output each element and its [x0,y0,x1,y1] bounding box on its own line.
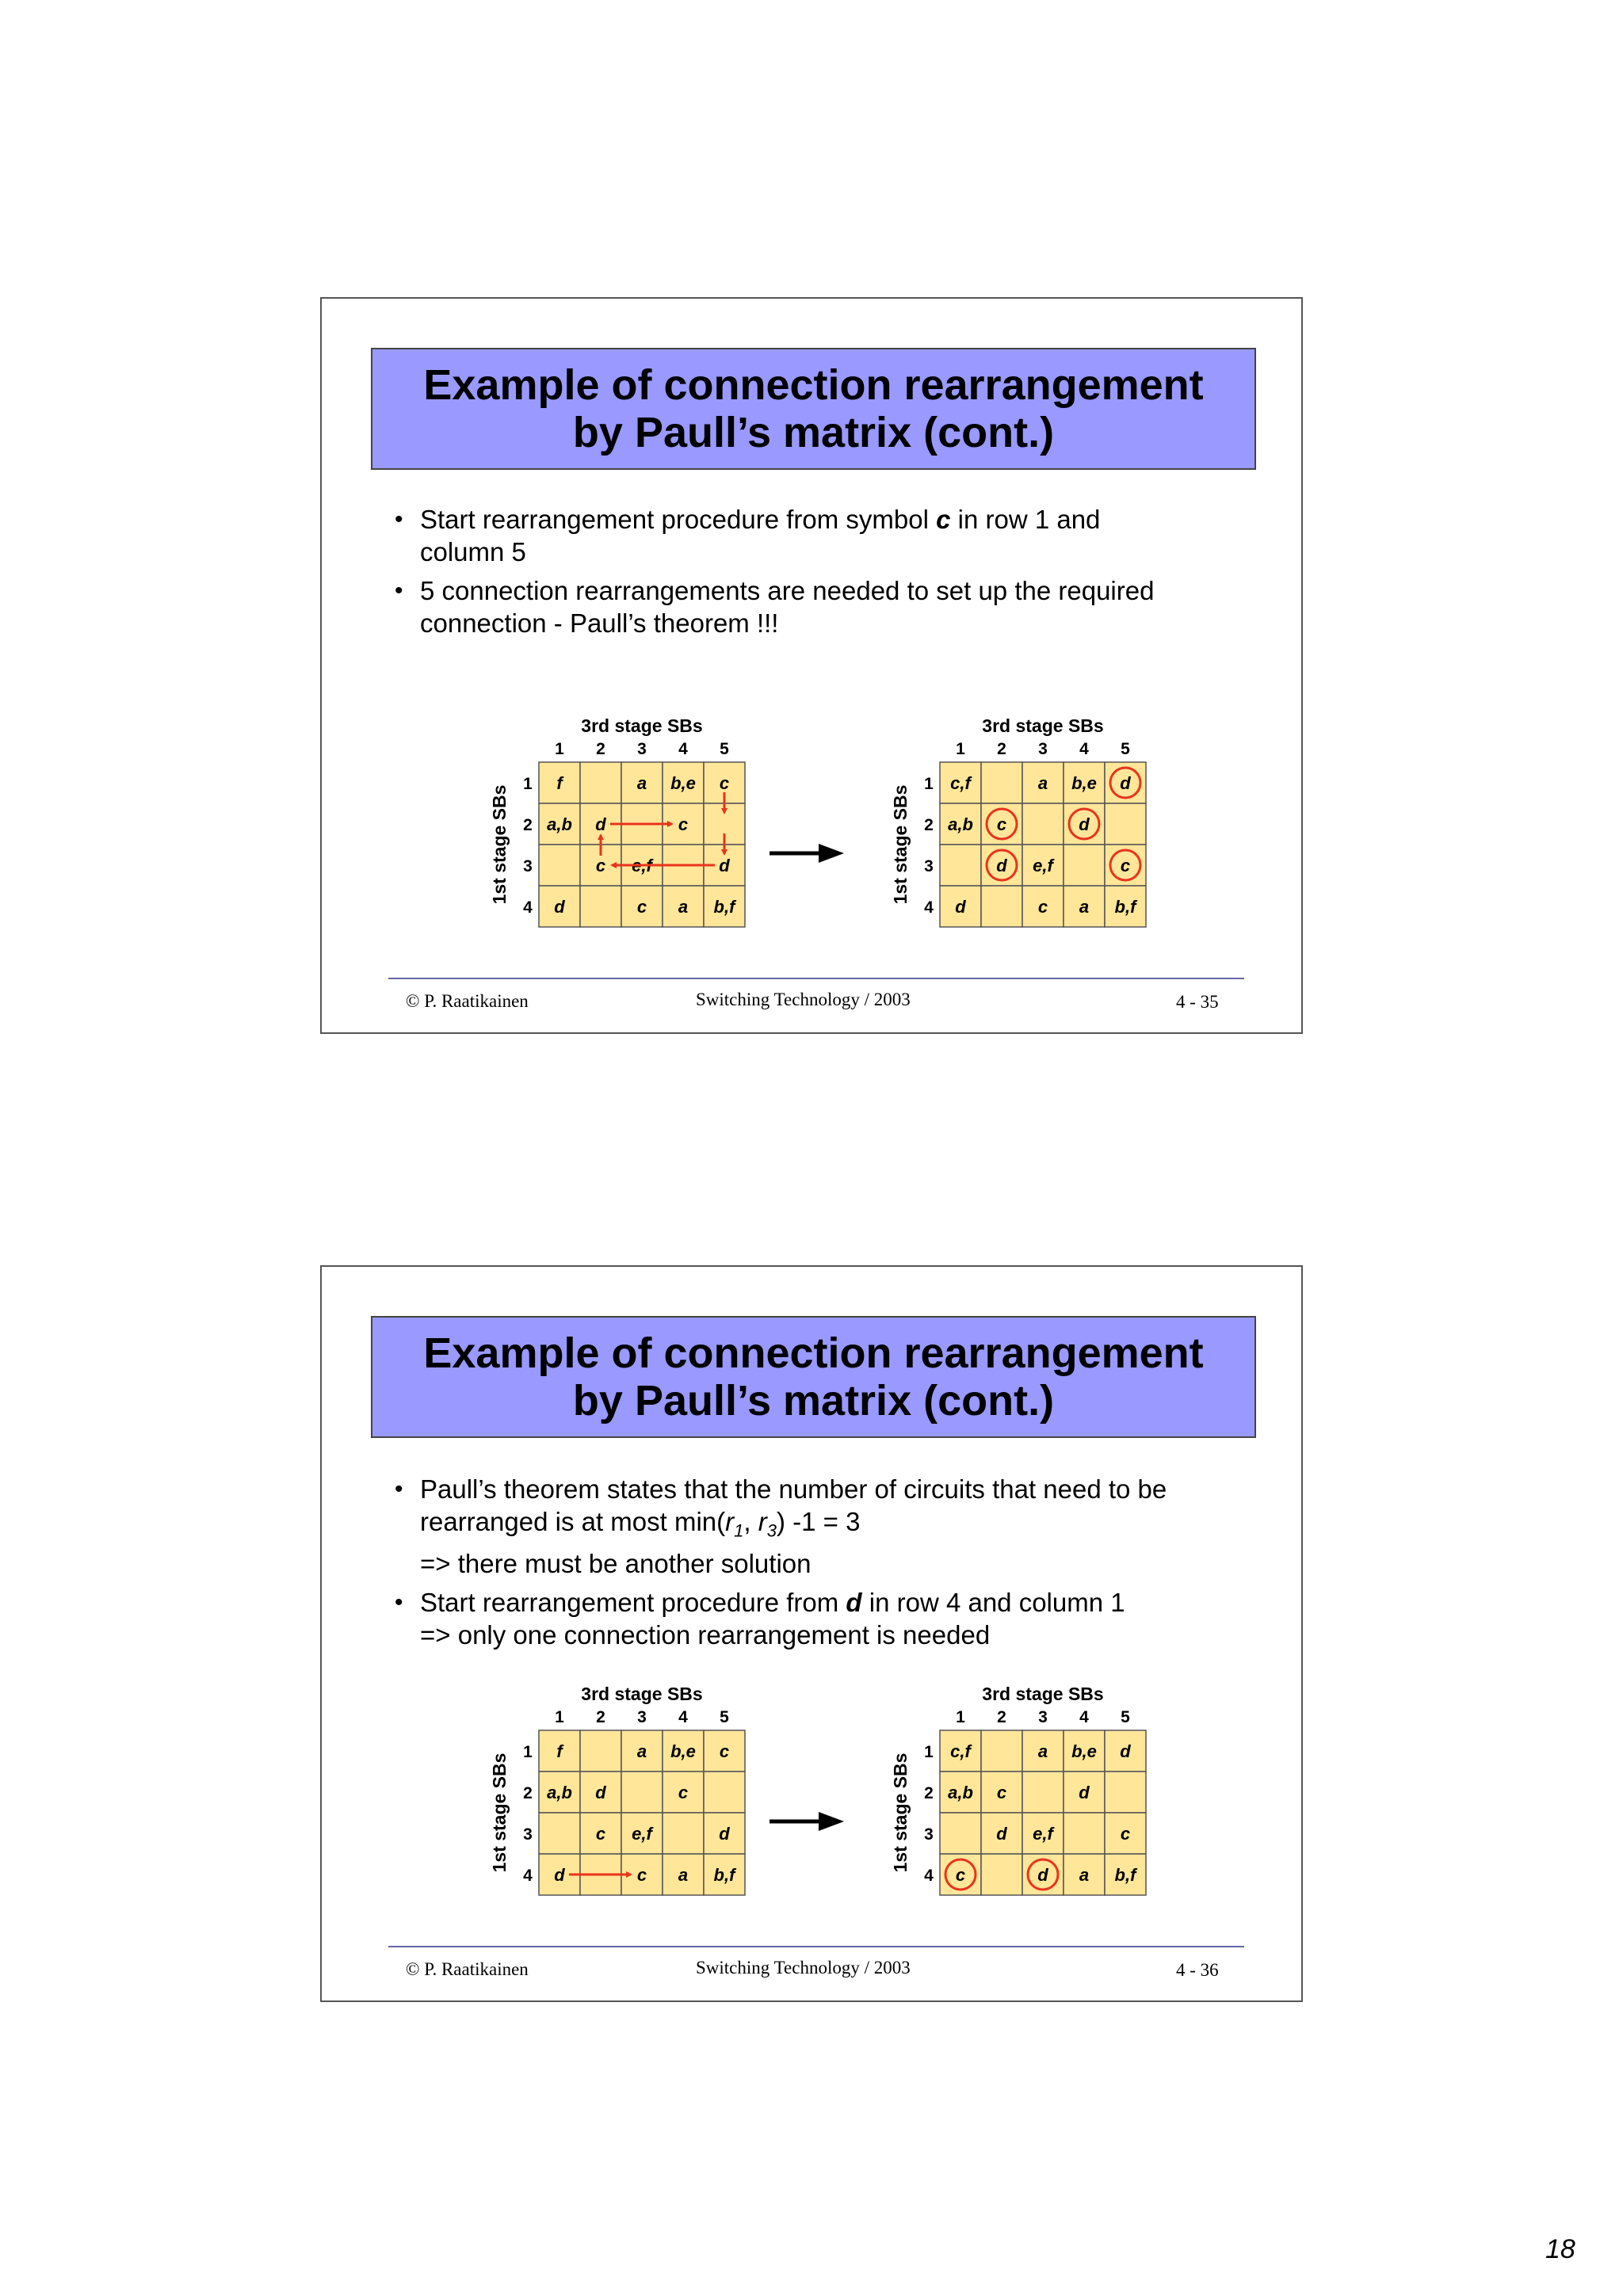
cell-symbol: d [1120,1741,1131,1761]
footer-slide-number: 4 - 36 [1176,1960,1219,1980]
column-label: 3 [637,740,647,758]
matrix-cell [580,886,621,927]
cell-symbol: e,f [1033,856,1053,875]
cell-symbol: a [678,897,689,917]
matrix-cell [940,1813,981,1854]
row-label: 1 [523,775,533,793]
column-label: 4 [1079,740,1089,758]
cell-symbol: d [1120,773,1131,793]
column-label: 2 [997,740,1006,758]
cell-symbol: b,e [670,773,696,793]
bullet-text: Paull’s theorem states that the number of circuits that need to be [420,1474,1167,1504]
bullet-line [420,1619,1266,1651]
bullet-text: c [936,505,951,534]
cell-symbol: d [955,897,966,917]
row-label: 4 [924,898,934,917]
bullet-text: d [846,1587,862,1617]
cell-symbol: a,b [547,1783,572,1802]
cell-symbol: b,e [1071,1741,1097,1761]
rearrange-arrow [768,1806,847,1837]
bullet-line [420,503,1266,536]
bullet-line [420,574,1266,607]
rearrange-arrow [768,837,847,869]
column-label: 4 [678,1708,688,1726]
slide-title-box [371,1316,1256,1438]
matrix-cell [1064,1813,1105,1854]
column-label: 2 [997,1708,1006,1726]
row-axis-title: 1st stage SBs [489,1753,510,1873]
matrix-cell [1064,845,1105,886]
matrix-cell [981,1730,1022,1772]
column-axis-title: 3rd stage SBs [982,1684,1104,1704]
row-label: 2 [523,816,533,834]
cell-symbol: a [678,1865,689,1885]
cell-symbol: c [636,897,647,917]
cell-symbol: a [1079,1865,1090,1885]
matrix-cell [940,845,981,886]
column-label: 1 [956,740,965,758]
bullet-dot: • [395,506,403,532]
bullet-item [395,1586,1266,1651]
bullet-text: rearranged is at most min( [420,1507,726,1536]
cell-symbol: c [636,1865,647,1885]
paull-matrix-after [875,715,1136,929]
row-label: 3 [523,857,533,875]
matrix-cell [539,1813,580,1854]
matrix-cell [1105,1772,1146,1813]
bullet-line [420,1473,1266,1505]
bullet-text: in row 4 and column 1 [861,1587,1125,1617]
cell-symbol: c [595,1824,606,1844]
cell-symbol: d [1037,1865,1048,1885]
bullet-text: connection - Paull’s theorem !!! [420,608,779,638]
slide-title-box [371,348,1256,470]
column-label: 4 [1079,1708,1089,1726]
cell-symbol: f [556,773,563,793]
cell-symbol: c [996,814,1007,834]
cell-symbol: f [556,1741,563,1761]
cell-symbol: c [719,1741,730,1761]
paull-matrix-before [474,715,735,929]
column-label: 3 [1038,740,1048,758]
column-label: 3 [1038,1708,1048,1726]
slide-1 [320,297,1303,1034]
column-label: 5 [1121,740,1130,758]
cell-symbol: a,b [948,814,973,834]
column-label: 1 [956,1708,965,1726]
column-label: 5 [720,1708,729,1726]
bullet-text: r [725,1507,735,1536]
footer-author: © P. Raatikainen [406,991,529,1011]
cell-symbol: b,f [713,897,735,917]
row-label: 1 [523,1743,533,1761]
bullet-text: => only one connection rearrangement is needed [420,1619,991,1650]
cell-symbol: d [996,1824,1007,1844]
cell-symbol: c,f [950,1741,971,1761]
cell-symbol: d [1079,1783,1090,1802]
bullet-list [395,503,1266,646]
column-label: 2 [596,1708,605,1726]
cell-symbol: c [595,856,606,875]
footer-rule [388,978,1244,979]
cell-symbol: d [554,897,565,917]
cell-symbol: c,f [950,773,971,793]
column-label: 2 [596,740,605,758]
slide-2 [320,1265,1303,2002]
cell-symbol: d [719,1824,730,1844]
cell-symbol: e,f [632,1824,652,1844]
cell-symbol: c [1120,856,1131,875]
bullet-text: column 5 [420,537,526,566]
cell-symbol: a [636,1741,647,1761]
column-label: 4 [678,740,688,758]
bullet-text: , [743,1507,758,1536]
cell-symbol: c [719,773,730,793]
matrix-cell [580,1730,621,1772]
matrix-cell [981,1854,1022,1895]
matrix-cell [981,762,1022,803]
bullet-text: r [758,1507,767,1536]
row-label: 3 [924,857,934,875]
cell-symbol: a,b [948,1783,973,1802]
paull-matrix-after [875,1683,1136,1897]
bullet-line [420,1547,1266,1580]
cell-symbol: b,f [713,1865,735,1885]
row-label: 2 [523,1784,533,1802]
row-axis-title: 1st stage SBs [489,784,510,905]
bullet-line [420,1505,1266,1547]
cell-symbol: c [678,814,689,834]
bullet-line [420,1586,1266,1619]
column-axis-title: 3rd stage SBs [581,1684,703,1704]
cell-symbol: d [1079,814,1090,834]
cell-symbol: e,f [632,856,652,875]
column-label: 1 [555,1708,564,1726]
row-label: 1 [924,1743,934,1761]
matrix-cell [981,886,1022,927]
matrix-cell [621,1772,663,1813]
bullet-text: Start rearrangement procedure from [420,1587,846,1617]
cell-symbol: a [636,773,647,793]
column-label: 5 [720,740,729,758]
cell-symbol: a [1037,773,1048,793]
bullet-line [420,536,1266,568]
cell-symbol: d [554,1865,565,1885]
matrix-cell [1022,803,1064,845]
footer-author: © P. Raatikainen [406,1959,529,1979]
cell-symbol: d [595,814,606,834]
column-label: 3 [637,1708,647,1726]
cell-symbol: a,b [547,814,572,834]
slide-title-line-2: by Paull’s matrix (cont.) [572,409,1055,456]
matrix-cell [1105,803,1146,845]
footer-course: Switching Technology / 2003 [696,1958,911,1978]
bullet-dot: • [395,1476,403,1502]
bullet-text: in row 1 and [950,505,1101,534]
row-axis-title: 1st stage SBs [890,1753,911,1873]
footer-slide-number: 4 - 35 [1176,992,1219,1012]
cell-symbol: c [1037,897,1048,917]
cell-symbol: c [1120,1824,1131,1844]
matrix-cell [580,762,621,803]
row-label: 2 [924,1784,934,1802]
page-number: 18 [1545,2234,1575,2264]
column-axis-title: 3rd stage SBs [581,715,703,736]
bullet-text: 1 [734,1520,744,1541]
cell-symbol: e,f [1033,1824,1053,1844]
bullet-list [395,1473,1266,1657]
matrix-cell [704,1772,745,1813]
row-label: 4 [523,898,533,917]
cell-symbol: b,f [1114,897,1136,917]
matrix-cell [539,845,580,886]
row-label: 1 [924,775,934,793]
cell-symbol: b,e [670,1741,696,1761]
cell-symbol: c [678,1783,689,1802]
bullet-text: 5 connection rearrangements are needed to set up the required [420,576,1155,605]
row-label: 2 [924,816,934,834]
cell-symbol: d [595,1783,606,1802]
slide-title-line-1: Example of connection rearrangement [423,1329,1204,1377]
row-label: 3 [523,1825,533,1844]
column-axis-title: 3rd stage SBs [982,715,1104,736]
bullet-text: => there must be another solution [420,1548,812,1578]
bullet-text: 3 [766,1520,777,1541]
bullet-item [395,574,1266,639]
bullet-item [395,503,1266,568]
matrix-cell [663,1813,704,1854]
bullet-text: Start rearrangement procedure from symbol [420,505,937,534]
column-label: 1 [555,740,564,758]
bullet-item [395,1473,1266,1580]
matrix-cell [1022,1772,1064,1813]
cell-symbol: b,e [1071,773,1097,793]
paull-matrix-before [474,1683,735,1897]
cell-symbol: c [996,1783,1007,1802]
cell-symbol: c [955,1865,966,1885]
footer-rule [388,1946,1244,1947]
bullet-text: ) -1 = 3 [776,1507,861,1536]
bullet-line [420,607,1266,639]
cell-symbol: a [1079,897,1090,917]
column-label: 5 [1121,1708,1130,1726]
bullet-dot: • [395,1589,403,1615]
slide-title-line-1: Example of connection rearrangement [423,361,1204,409]
row-label: 3 [924,1825,934,1844]
cell-symbol: b,f [1114,1865,1136,1885]
bullet-dot: • [395,578,403,604]
slide-title-line-2: by Paull’s matrix (cont.) [572,1377,1055,1425]
cell-symbol: a [1037,1741,1048,1761]
row-axis-title: 1st stage SBs [890,784,911,905]
cell-symbol: d [996,856,1007,875]
footer-course: Switching Technology / 2003 [696,990,911,1009]
row-label: 4 [523,1867,533,1885]
row-label: 4 [924,1867,934,1885]
cell-symbol: d [719,856,730,875]
